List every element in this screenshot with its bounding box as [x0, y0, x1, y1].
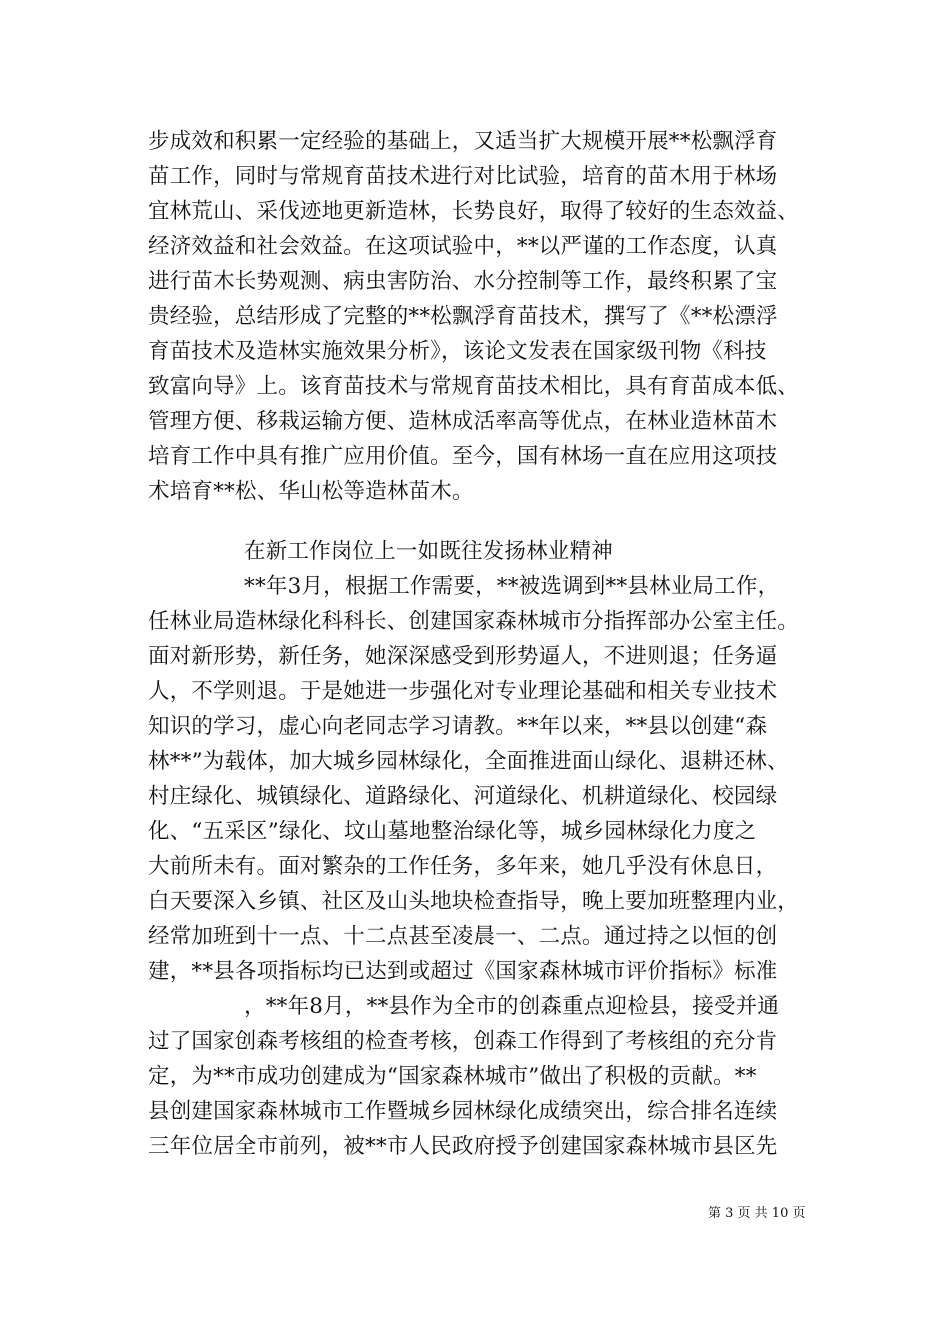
paragraph-line: 定，为**市成功创建成为“国家森林城市”做出了积极的贡献。** — [148, 1064, 757, 1089]
paragraph-line: 林**”为载体，加大城乡园林绿化，全面推进面山绿化、退耕还林、 — [148, 749, 789, 774]
paragraph-line: 育苗技术及造林实施效果分析》，该论文发表在国家级刊物《科技 — [148, 339, 767, 364]
paragraph-line: 过了国家创森考核组的检查考核，创森工作得到了考核组的充分肯 — [148, 1029, 778, 1054]
paragraph-line: ，**年8月，**县作为全市的创森重点迎检县，接受并通 — [244, 994, 780, 1019]
section-new-post — [148, 534, 828, 1164]
paragraph-line: 进行苗木长势观测、病虫害防治、水分控制等工作，最终积累了宝 — [148, 269, 778, 294]
page-number: 第 3 页 共 10 页 — [708, 1206, 806, 1221]
paragraph-line: 白天要深入乡镇、社区及山头地块检查指导，晚上要加班整理内业， — [148, 889, 800, 914]
paragraph-line: 化、“五采区”绿化、坟山墓地整治绿化等，城乡园林绿化力度之 — [148, 819, 757, 844]
paragraph-line: 人，不学则退。于是她进一步强化对专业理论基础和相关专业技术 — [148, 679, 778, 704]
paragraph-line: 大前所未有。面对繁杂的工作任务，多年来，她几乎没有休息日， — [148, 854, 778, 879]
paragraph-line: 建，**县各项指标均已达到或超过《国家森林城市评价指标》标准 — [148, 959, 778, 984]
paragraph-line: 县创建国家森林城市工作暨城乡园林绿化成绩突出，综合排名连续 — [148, 1099, 778, 1124]
paragraph-line: 任林业局造林绿化科科长、创建国家森林城市分指挥部办公室主任。 — [148, 609, 800, 634]
paragraph-line: 管理方便、移栽运输方便、造林成活率高等优点，在林业造林苗木 — [148, 409, 778, 434]
paragraph-line: 步成效和积累一定经验的基础上，又适当扩大规模开展**松飘浮育 — [148, 129, 778, 154]
paragraph-line: 术培育**松、华山松等造林苗木。 — [148, 479, 474, 504]
paragraph-line: 贵经验，总结形成了完整的**松飘浮育苗技术，撰写了《**松漂浮 — [148, 304, 778, 329]
paragraph-forestry-experiment — [148, 124, 828, 509]
paragraph-line: 经济效益和社会效益。在这项试验中，**以严谨的工作态度，认真 — [148, 234, 778, 259]
paragraph-line: 面对新形势，新任务，她深深感受到形势逼人，不进则退；任务逼 — [148, 644, 778, 669]
paragraph-line: 宜林荒山、采伐迹地更新造林，长势良好，取得了较好的生态效益、 — [148, 199, 800, 224]
paragraph-line: **年3月，根据工作需要，**被选调到**县林业局工作， — [244, 574, 780, 599]
paragraph-line: 培育工作中具有推广应用价值。至今，国有林场一直在应用这项技 — [148, 444, 778, 469]
section-heading: 在新工作岗位上一如既往发扬林业精神 — [244, 539, 613, 564]
paragraph-line: 致富向导》上。该育苗技术与常规育苗技术相比，具有育苗成本低、 — [148, 374, 800, 399]
paragraph-line: 村庄绿化、城镇绿化、道路绿化、河道绿化、机耕道绿化、校园绿 — [148, 784, 778, 809]
paragraph-line: 知识的学习，虚心向老同志学习请教。**年以来，**县以创建“森 — [148, 714, 768, 739]
paragraph-line: 三年位居全市前列，被**市人民政府授予创建国家森林城市县区先 — [148, 1134, 778, 1159]
paragraph-line: 经常加班到十一点、十二点甚至凌晨一、二点。通过持之以恒的创 — [148, 924, 778, 949]
paragraph-line: 苗工作，同时与常规育苗技术进行对比试验，培育的苗木用于林场 — [148, 164, 778, 189]
